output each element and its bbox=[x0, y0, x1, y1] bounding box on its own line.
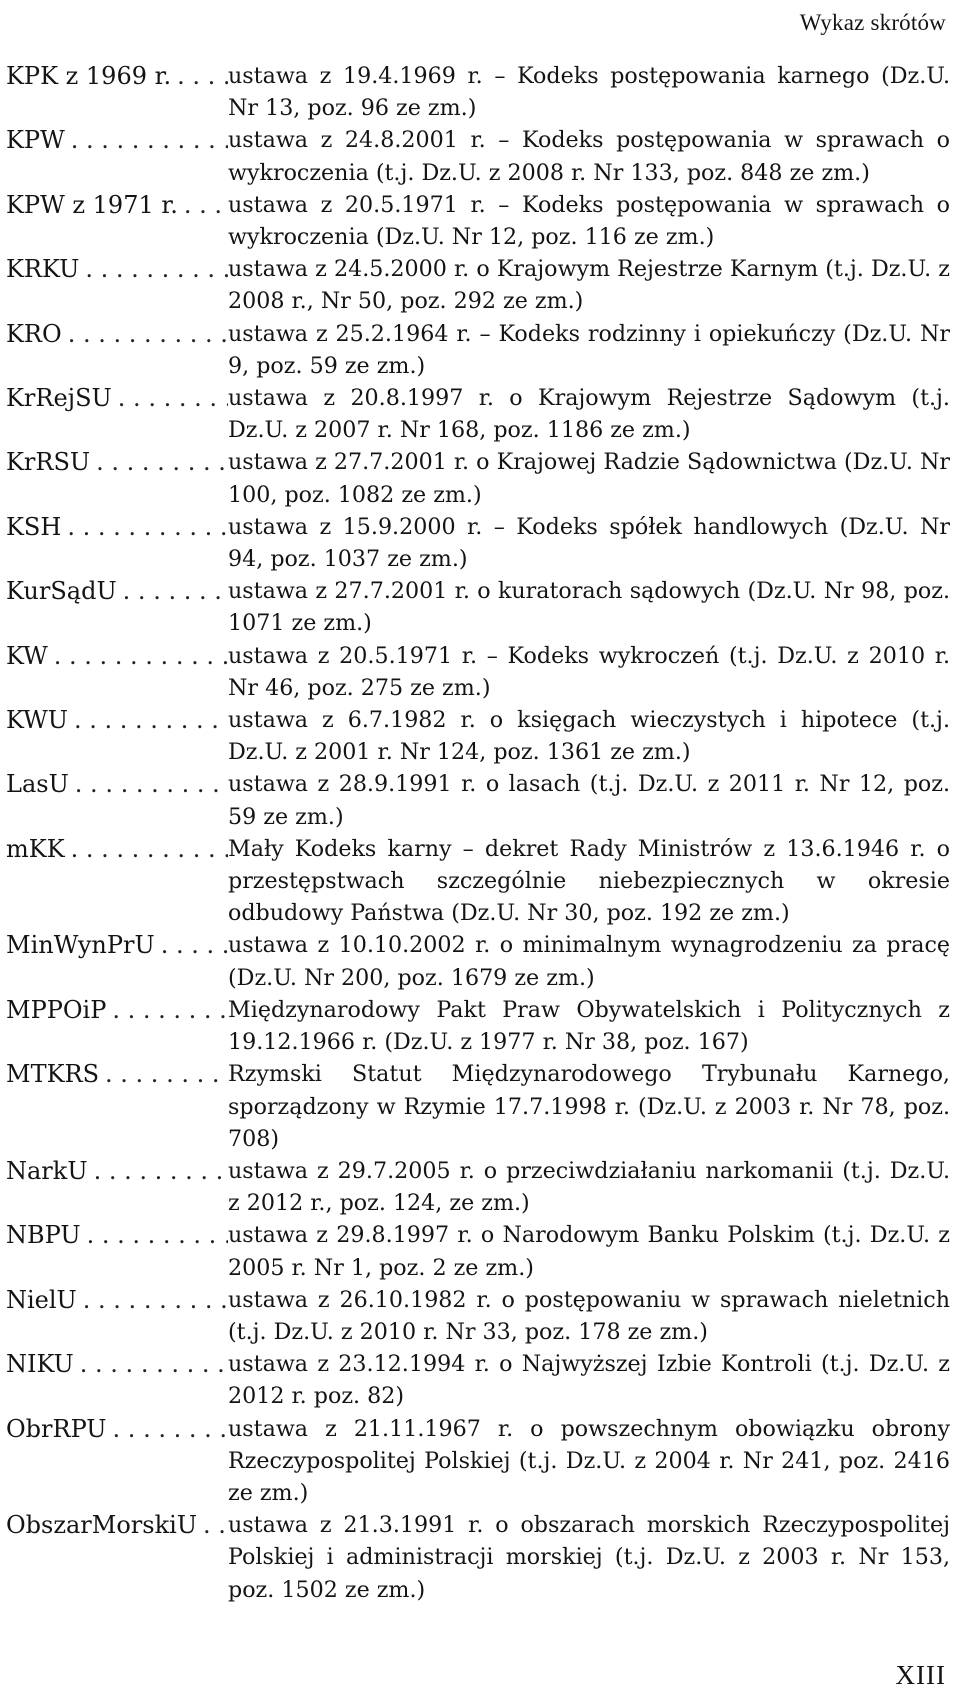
dot-leader bbox=[106, 994, 228, 1026]
abbreviation-description: ustawa z 27.7.2001 r. o kuratorach sądowych (Dz.U. Nr 98, poz. 1071 ze zm.) bbox=[228, 578, 950, 637]
abbreviation-cell bbox=[6, 446, 228, 478]
abbreviation-cell bbox=[6, 1284, 228, 1316]
abbreviation-term: ObrRPU bbox=[6, 1414, 107, 1443]
abbreviation-cell bbox=[6, 1155, 228, 1187]
dot-leader bbox=[61, 511, 228, 543]
dot-leader bbox=[117, 575, 228, 607]
abbreviation-description: ustawa z 23.12.1994 r. o Najwyższej Izbie Kontroli (t.j. Dz.U. z 2012 r. poz. 82) bbox=[228, 1351, 950, 1410]
abbreviation-cell bbox=[6, 1413, 228, 1445]
abbreviation-description: ustawa z 20.5.1971 r. – Kodeks postępowania w sprawach o wykroczenia (Dz.U. Nr 12, poz. 116 ze zm.) bbox=[228, 191, 950, 251]
dot-leader bbox=[90, 446, 228, 478]
abbreviation-term: KRO bbox=[6, 319, 62, 348]
abbreviation-cell bbox=[6, 833, 228, 865]
dot-leader bbox=[77, 1284, 228, 1316]
abbreviation-entry bbox=[6, 318, 950, 382]
abbreviation-term: NIKU bbox=[6, 1350, 74, 1379]
abbreviation-entry bbox=[6, 189, 950, 253]
dot-leader bbox=[107, 1413, 228, 1445]
abbreviation-cell bbox=[6, 704, 228, 736]
dot-leader bbox=[197, 1509, 228, 1541]
abbreviation-description: ustawa z 24.5.2000 r. o Krajowym Rejestrze Karnym (t.j. Dz.U. z 2008 r., Nr 50, poz. 292 ze zm.) bbox=[228, 256, 950, 315]
abbreviation-entry bbox=[6, 704, 950, 768]
abbreviation-entry bbox=[6, 994, 950, 1058]
abbreviation-description: ustawa z 28.9.1991 r. o lasach (t.j. Dz.U. z 2011 r. Nr 12, poz. 59 ze zm.) bbox=[228, 771, 950, 830]
abbreviation-term: NielU bbox=[6, 1285, 77, 1314]
abbreviation-description: ustawa z 10.10.2002 r. o minimalnym wynagrodzeniu za pracę (Dz.U. Nr 200, poz. 1679 ze zm.) bbox=[228, 932, 950, 991]
abbreviation-term: KW bbox=[6, 641, 48, 670]
abbreviation-description: ustawa z 21.3.1991 r. o obszarach morskich Rzeczypospolitej Polskiej i administracji morskiej (t.j. Dz.U. z 2003 r. Nr 153, poz. 1502 ze zm.) bbox=[228, 1512, 950, 1603]
abbreviation-cell bbox=[6, 382, 228, 414]
abbreviation-term: KPW z 1971 r. bbox=[6, 190, 178, 219]
abbreviation-description: ustawa z 15.9.2000 r. – Kodeks spółek handlowych (Dz.U. Nr 94, poz. 1037 ze zm.) bbox=[228, 513, 950, 573]
abbreviation-entry bbox=[6, 511, 950, 575]
abbreviation-cell bbox=[6, 253, 228, 285]
abbreviation-cell bbox=[6, 1348, 228, 1380]
abbreviation-description: ustawa z 27.7.2001 r. o Krajowej Radzie Sądownictwa (Dz.U. Nr 100, poz. 1082 ze zm.) bbox=[228, 449, 950, 508]
abbreviation-description: ustawa z 20.5.1971 r. – Kodeks wykroczeń (t.j. Dz.U. z 2010 r. Nr 46, poz. 275 ze zm.) bbox=[228, 642, 950, 701]
abbreviation-term: ObszarMorskiU bbox=[6, 1511, 198, 1540]
abbreviation-entry bbox=[6, 640, 950, 704]
page-number: XIII bbox=[895, 1660, 946, 1690]
abbreviation-term: KPW bbox=[6, 126, 65, 155]
dot-leader bbox=[171, 60, 228, 92]
abbreviation-term: NBPU bbox=[6, 1221, 81, 1250]
abbreviation-description: ustawa z 6.7.1982 r. o księgach wieczystych i hipotece (t.j. Dz.U. z 2001 r. Nr 124, poz. 1361 ze zm.) bbox=[228, 707, 950, 766]
abbreviation-description: Rzymski Statut Międzynarodowego Trybunału Karnego, sporządzony w Rzymie 17.7.1998 r. (Dz.U. z 2003 r. Nr 78, poz. 708) bbox=[228, 1061, 950, 1152]
abbreviation-term: MTKRS bbox=[6, 1060, 100, 1089]
dot-leader bbox=[178, 189, 228, 221]
dot-leader bbox=[81, 1219, 228, 1251]
abbreviation-entry bbox=[6, 833, 950, 930]
abbreviation-entry bbox=[6, 253, 950, 317]
abbreviation-term: MinWynPrU bbox=[6, 931, 155, 960]
abbreviation-entry bbox=[6, 446, 950, 510]
abbreviation-description: ustawa z 26.10.1982 r. o postępowaniu w sprawach nieletnich (t.j. Dz.U. z 2010 r. Nr 33, poz. 178 ze zm.) bbox=[228, 1286, 950, 1345]
dot-leader bbox=[65, 124, 228, 156]
dot-leader bbox=[69, 768, 228, 800]
abbreviation-cell bbox=[6, 1058, 228, 1090]
running-header: Wykaz skrótów bbox=[799, 10, 946, 35]
abbreviation-cell bbox=[6, 640, 228, 672]
abbreviation-entry bbox=[6, 1348, 950, 1412]
abbreviation-description: ustawa z 20.8.1997 r. o Krajowym Rejestrze Sądowym (t.j. Dz.U. z 2007 r. Nr 168, poz. 1186 ze zm.) bbox=[228, 385, 950, 444]
dot-leader bbox=[62, 318, 228, 350]
abbreviation-term: mKK bbox=[6, 834, 65, 863]
abbreviation-entry bbox=[6, 929, 950, 993]
abbreviation-cell bbox=[6, 1219, 228, 1251]
abbreviation-entry bbox=[6, 382, 950, 446]
abbreviation-entry bbox=[6, 1155, 950, 1219]
abbreviation-entry bbox=[6, 1219, 950, 1283]
abbreviation-cell bbox=[6, 575, 228, 607]
abbreviation-entry bbox=[6, 575, 950, 639]
abbreviation-description: Mały Kodeks karny – dekret Rady Ministrów z 13.6.1946 r. o przestępstwach szczególnie niebezpiecznych w okresie odbudowy Państwa (Dz.U. Nr 30, poz. 192 ze zm.) bbox=[228, 835, 950, 927]
abbreviation-term: NarkU bbox=[6, 1156, 88, 1185]
abbreviation-entry bbox=[6, 1413, 950, 1510]
abbreviation-cell bbox=[6, 929, 228, 961]
dot-leader bbox=[65, 833, 228, 865]
abbreviation-cell bbox=[6, 768, 228, 800]
abbreviation-entry bbox=[6, 1058, 950, 1155]
dot-leader bbox=[99, 1058, 228, 1090]
dot-leader bbox=[112, 382, 228, 414]
abbreviation-entry bbox=[6, 124, 950, 188]
dot-leader bbox=[48, 640, 228, 672]
abbreviation-term: KPK z 1969 r. bbox=[6, 62, 172, 90]
abbreviation-term: KrRejSU bbox=[6, 384, 112, 413]
dot-leader bbox=[88, 1155, 228, 1187]
dot-leader bbox=[74, 1348, 228, 1380]
abbreviation-term: KrRSU bbox=[6, 448, 91, 477]
abbreviation-cell bbox=[6, 318, 228, 350]
abbreviation-cell bbox=[6, 189, 228, 221]
abbreviation-cell bbox=[6, 1509, 228, 1541]
abbreviation-cell bbox=[6, 60, 228, 92]
abbreviation-entry bbox=[6, 1284, 950, 1348]
abbreviation-entry bbox=[6, 60, 950, 124]
abbreviation-term: KRKU bbox=[6, 255, 80, 284]
abbreviation-term: KSH bbox=[6, 512, 62, 541]
abbreviation-cell bbox=[6, 124, 228, 156]
abbreviation-description: ustawa z 21.11.1967 r. o powszechnym obowiązku obrony Rzeczypospolitej Polskiej (t.j. Dz.U. z 2004 r. Nr 241, poz. 2416 ze zm.) bbox=[228, 1415, 950, 1506]
abbreviation-cell bbox=[6, 994, 228, 1026]
abbreviation-entry bbox=[6, 1509, 950, 1606]
abbreviation-description: ustawa z 29.8.1997 r. o Narodowym Banku Polskim (t.j. Dz.U. z 2005 r. Nr 1, poz. 2 ze zm.) bbox=[228, 1222, 950, 1281]
abbreviation-description: ustawa z 19.4.1969 r. – Kodeks postępowania karnego (Dz.U. Nr 13, poz. 96 ze zm.) bbox=[228, 63, 950, 122]
abbreviation-description: ustawa z 29.7.2005 r. o przeciwdziałaniu narkomanii (t.j. Dz.U. z 2012 r., poz. 124, ze zm.) bbox=[228, 1157, 950, 1217]
abbreviation-entry bbox=[6, 768, 950, 832]
abbreviation-description: Międzynarodowy Pakt Praw Obywatelskich i Politycznych z 19.12.1966 r. (Dz.U. z 1977 r. Nr 38, poz. 167) bbox=[228, 996, 950, 1056]
abbreviation-term: LasU bbox=[6, 770, 69, 799]
abbreviation-description: ustawa z 24.8.2001 r. – Kodeks postępowania w sprawach o wykroczenia (t.j. Dz.U. z 2008 r. Nr 133, poz. 848 ze zm.) bbox=[228, 127, 950, 186]
abbreviation-term: KWU bbox=[6, 706, 68, 735]
abbreviation-cell bbox=[6, 511, 228, 543]
dot-leader bbox=[155, 929, 228, 961]
dot-leader bbox=[68, 704, 228, 736]
abbreviation-term: KurSądU bbox=[6, 577, 117, 606]
abbreviation-list bbox=[6, 60, 950, 1606]
abbreviation-term: MPPOiP bbox=[6, 995, 107, 1024]
dot-leader bbox=[79, 253, 228, 285]
abbreviation-description: ustawa z 25.2.1964 r. – Kodeks rodzinny i opiekuńczy (Dz.U. Nr 9, poz. 59 ze zm.) bbox=[228, 320, 950, 379]
